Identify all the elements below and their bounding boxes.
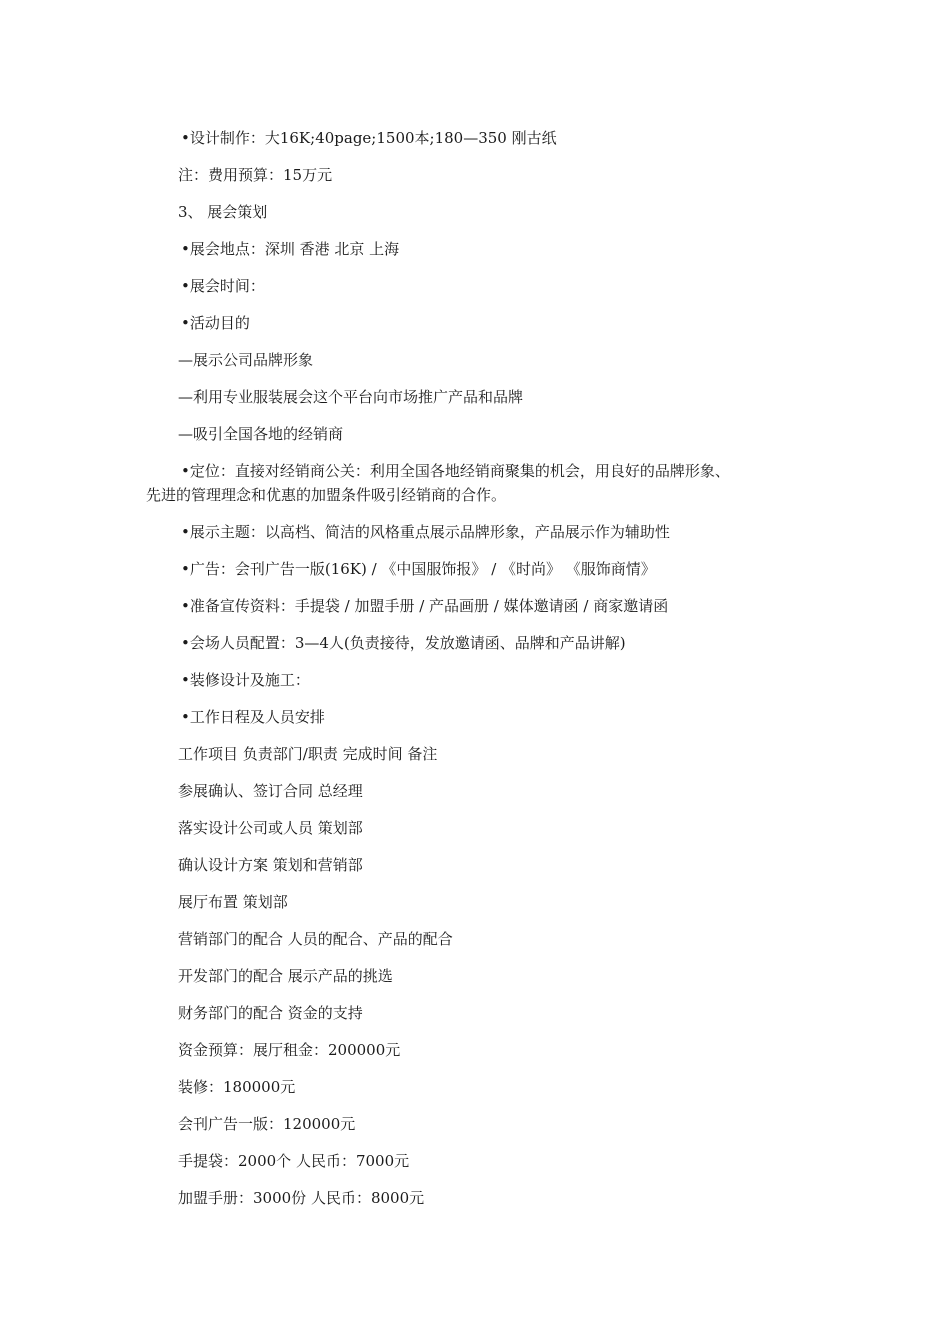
schedule-row-6: 开发部门的配合 展示产品的挑选 (178, 967, 393, 985)
schedule-row-2: 落实设计公司或人员 策划部 (178, 819, 363, 837)
activity-goal-line: •活动目的 (181, 314, 250, 332)
schedule-row-1: 参展确认、签订合同 总经理 (178, 782, 363, 800)
staffing-line: •会场人员配置：3—4人(负责接待，发放邀请函、品牌和产品讲解) (181, 634, 626, 652)
positioning-line: •定位：直接对经销商公关：利用全国各地经销商聚集的机会，用良好的品牌形象、 (181, 462, 730, 480)
promo-materials-line: •准备宣传资料：手提袋 / 加盟手册 / 产品画册 / 媒体邀请函 / 商家邀请函 (181, 597, 669, 615)
advertising-line: •广告：会刊广告一版(16K) / 《中国服饰报》 / 《时尚》 《服饰商情》 (181, 560, 656, 578)
budget-decoration: 装修：180000元 (178, 1078, 296, 1096)
display-theme-line: •展示主题：以高档、简洁的风格重点展示品牌形象，产品展示作为辅助性 (181, 523, 670, 541)
budget-franchise-manual: 加盟手册：3000份 人民币：8000元 (178, 1189, 425, 1207)
budget-note-line: 注：费用预算：15万元 (178, 166, 333, 184)
schedule-row-3: 确认设计方案 策划和营销部 (178, 856, 363, 874)
schedule-row-5: 营销部门的配合 人员的配合、产品的配合 (178, 930, 453, 948)
schedule-row-7: 财务部门的配合 资金的支持 (178, 1004, 363, 1022)
section-heading: 3、 展会策划 (178, 203, 268, 221)
goal-item-3: —吸引全国各地的经销商 (178, 425, 344, 443)
goal-item-2: —利用专业服装展会这个平台向市场推广产品和品牌 (178, 388, 524, 406)
exhibition-location-line: •展会地点：深圳 香港 北京 上海 (181, 240, 400, 258)
goal-item-1: —展示公司品牌形象 (178, 351, 314, 369)
schedule-header-row: 工作项目 负责部门/职责 完成时间 备注 (178, 745, 438, 763)
positioning-continuation: 先进的管理理念和优惠的加盟条件吸引经销商的合作。 (146, 486, 507, 504)
budget-advertising: 会刊广告一版：120000元 (178, 1115, 356, 1133)
budget-handbags: 手提袋：2000个 人民币：7000元 (178, 1152, 410, 1170)
exhibition-time-line: •展会时间： (181, 277, 265, 295)
design-production-line: •设计制作：大16K;40page;1500本;180—350 刚古纸 (181, 129, 557, 147)
schedule-row-4: 展厅布置 策划部 (178, 893, 288, 911)
decoration-line: •装修设计及施工： (181, 671, 310, 689)
budget-hall-rent: 资金预算：展厅租金：200000元 (178, 1041, 401, 1059)
schedule-line: •工作日程及人员安排 (181, 708, 325, 726)
